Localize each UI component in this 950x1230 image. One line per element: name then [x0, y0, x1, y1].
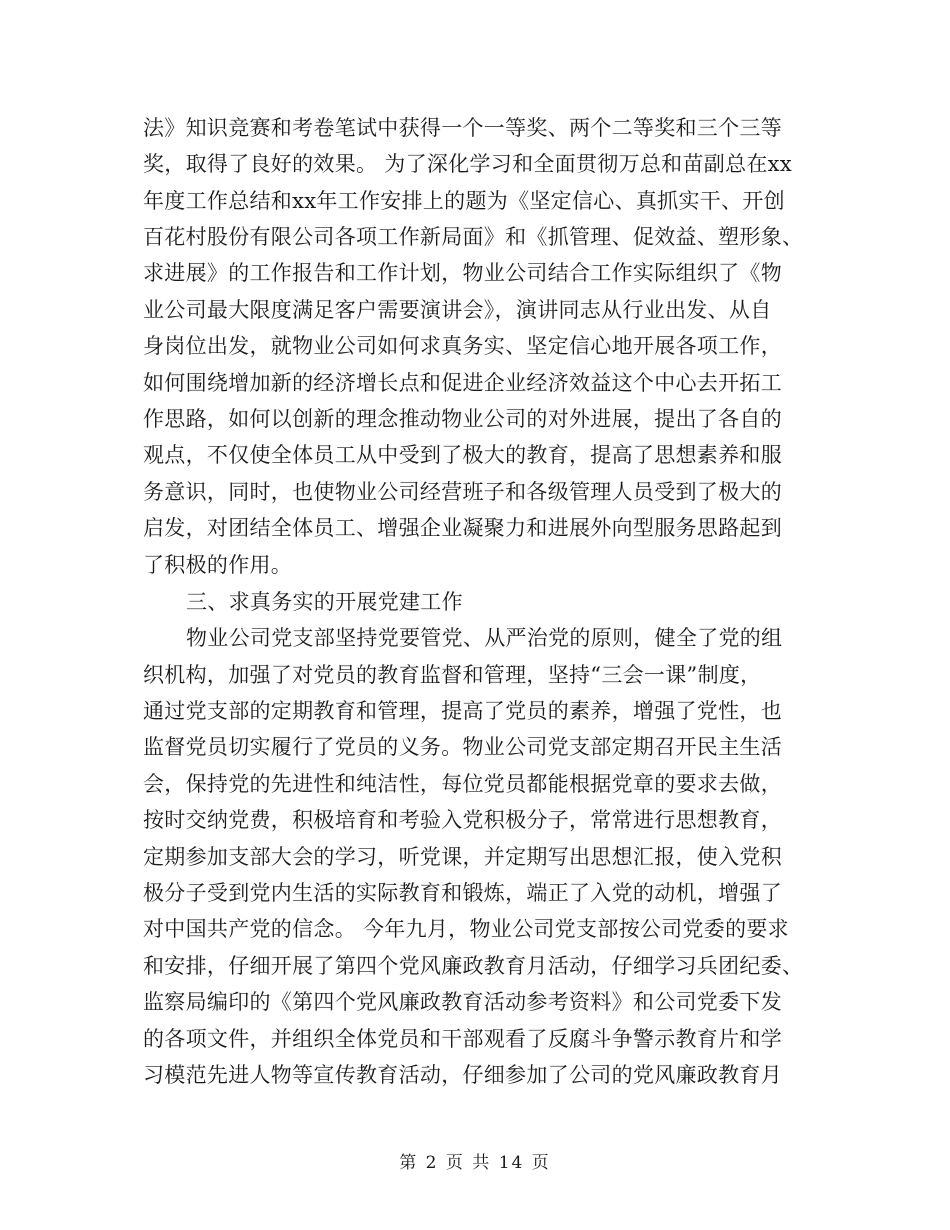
- body-line: 通过党支部的定期教育和管理，提高了党员的素养，增强了党性，也: [143, 699, 782, 723]
- body-line: 的各项文件，并组织全体党员和干部观看了反腐斗争警示教育片和学: [143, 1027, 782, 1051]
- body-line: 务意识，同时，也使物业公司经营班子和各级管理人员受到了极大的: [143, 480, 782, 504]
- body-line: 年度工作总结和xx年工作安排上的题为《坚定信心、真抓实干、开创: [143, 189, 785, 213]
- body-line: 百花村股份有限公司各项工作新局面》和《抓管理、促效益、塑形象、: [143, 225, 804, 249]
- body-line: 作思路，如何以创新的理念推动物业公司的对外进展，提出了各自的: [143, 407, 782, 431]
- body-line: 启发，对团结全体员工、增强企业凝聚力和进展外向型服务思路起到: [143, 516, 782, 540]
- body-line: 了积极的作用。: [143, 553, 293, 577]
- body-line: 对中国共产党的信念。 今年九月，物业公司党支部按公司党委的要求: [143, 917, 789, 941]
- section-heading: 三、求真务实的开展党建工作: [186, 590, 463, 614]
- page-number-footer: 第 2 页 共 14 页: [399, 1153, 551, 1173]
- body-line: 习模范先进人物等宣传教育活动，仔细参加了公司的党风廉政教育月: [143, 1063, 782, 1087]
- body-line: 和安排，仔细开展了第四个党风廉政教育月活动，仔细学习兵团纪委、: [143, 954, 804, 978]
- body-line: 织机构，加强了对党员的教育监督和管理，坚持“三会一课”制度，: [143, 663, 762, 687]
- body-line: 业公司最大限度满足客户需要演讲会》，演讲同志从行业出发、从自: [143, 298, 772, 322]
- body-line: 定期参加支部大会的学习，听党课，并定期写出思想汇报，使入党积: [143, 845, 782, 869]
- body-line: 身岗位出发，就物业公司如何求真务实、坚定信心地开展各项工作，: [143, 334, 782, 358]
- body-line: 极分子受到党内生活的实际教育和锻炼，端正了入党的动机，增强了: [143, 881, 782, 905]
- body-line: 监督党员切实履行了党员的义务。物业公司党支部定期召开民主生活: [143, 735, 782, 759]
- body-line: 观点，不仅使全体员工从中受到了极大的教育，提高了思想素养和服: [143, 443, 782, 467]
- body-line: 监察局编印的《第四个党风廉政教育活动参考资料》和公司党委下发: [143, 990, 782, 1014]
- body-line: 法》知识竞赛和考卷笔试中获得一个一等奖、两个二等奖和三个三等: [143, 116, 782, 140]
- body-line: 求进展》的工作报告和工作计划，物业公司结合工作实际组织了《物: [143, 261, 782, 285]
- body-line: 会，保持党的先进性和纯洁性，每位党员都能根据党章的要求去做，: [143, 772, 782, 796]
- body-line: 奖，取得了良好的效果。 为了深化学习和全面贯彻万总和苗副总在xx: [143, 152, 792, 176]
- body-line: 按时交纳党费，积极培育和考验入党积极分子，常常进行思想教育，: [143, 808, 782, 832]
- body-line: 物业公司党支部坚持党要管党、从严治党的原则，健全了党的组: [186, 626, 783, 650]
- body-line: 如何围绕增加新的经济增长点和促进企业经济效益这个中心去开拓工: [143, 371, 782, 395]
